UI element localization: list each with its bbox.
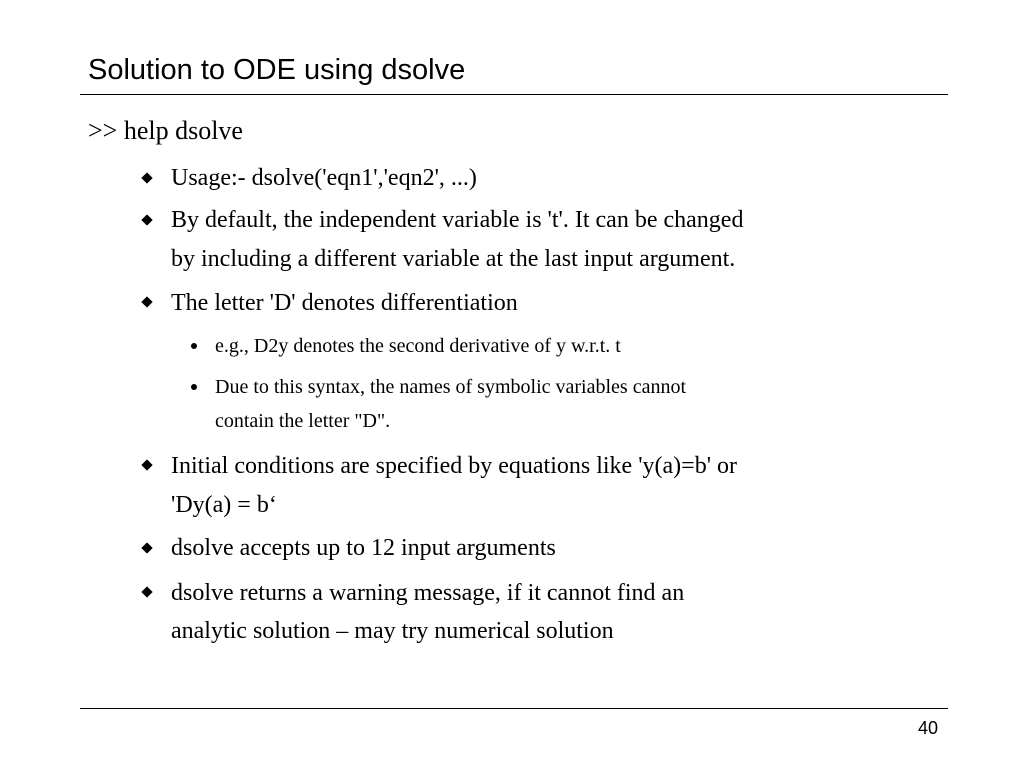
diamond-bullet-icon — [141, 296, 152, 307]
diamond-bullet-icon — [141, 542, 152, 553]
initial-conditions-text-line-2: 'Dy(a) = b‘ — [171, 492, 277, 518]
dot-bullet-icon — [191, 343, 197, 349]
default-variable-text-line-1: By default, the independent variable is 't'. It can be changed — [171, 207, 744, 233]
command-line: >> help dsolve — [88, 116, 243, 145]
page-number: 40 — [917, 718, 938, 738]
usage-text: Usage:- dsolve('eqn1','eqn2', ...) — [171, 165, 477, 191]
example-text: e.g., D2y denotes the second derivative of y w.r.t. t — [215, 335, 621, 357]
slide-title: Solution to ODE using dsolve — [88, 54, 466, 86]
letter-d-text: The letter 'D' denotes differentiation — [171, 290, 518, 316]
diamond-bullet-icon — [141, 459, 152, 470]
input-arguments-text: dsolve accepts up to 12 input arguments — [171, 535, 556, 561]
syntax-text-line-2: contain the letter "D". — [215, 410, 391, 432]
footer-divider — [80, 708, 948, 709]
diamond-bullet-icon — [141, 172, 152, 183]
dot-bullet-icon — [191, 384, 197, 390]
syntax-text-line-1: Due to this syntax, the names of symbolic variables cannot — [215, 376, 687, 398]
default-variable-text-line-2: by including a different variable at the last input argument. — [171, 246, 736, 272]
warning-text-line-2: analytic solution – may try numerical solution — [171, 618, 614, 644]
initial-conditions-text-line-1: Initial conditions are specified by equations like 'y(a)=b' or — [171, 453, 738, 479]
warning-text-line-1: dsolve returns a warning message, if it cannot find an — [171, 580, 685, 606]
diamond-bullet-icon — [141, 214, 152, 225]
diamond-bullet-icon — [141, 586, 152, 597]
